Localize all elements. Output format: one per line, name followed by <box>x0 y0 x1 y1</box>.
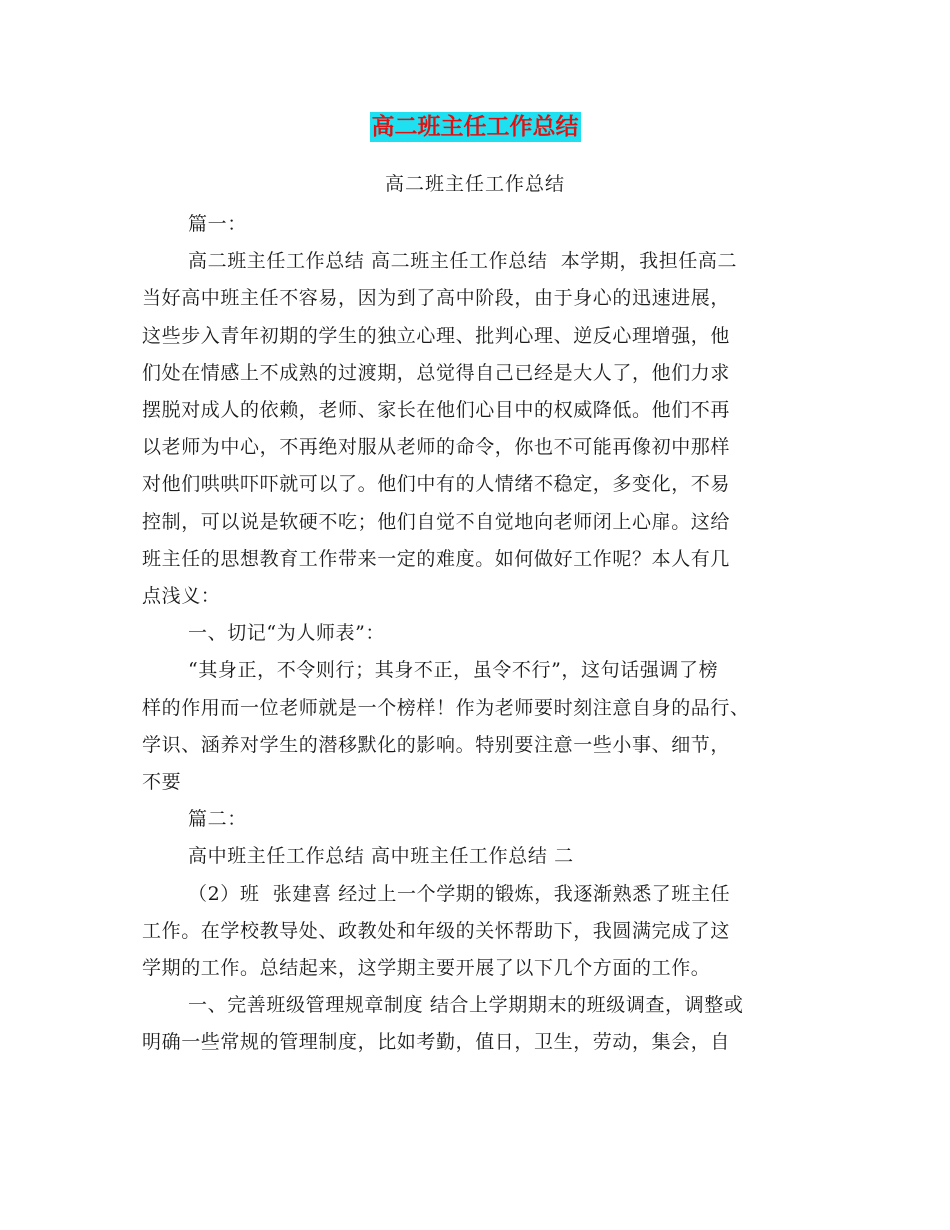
text-line: 摆脱对成人的依赖，老师、家长在他们心目中的权威降低。他们不再 <box>142 399 731 422</box>
text-line: 篇二： <box>188 808 247 831</box>
text-line: 这些步入青年初期的学生的独立心理、批判心理、逆反心理增强，他 <box>142 324 731 347</box>
document-title: 高二班主任工作总结 <box>371 114 579 140</box>
text-line: 当好高中班主任不容易，因为到了高中阶段，由于身心的迅速进展， <box>142 287 731 310</box>
text-line: 明确一些常规的管理制度，比如考勤，值日，卫生，劳动，集会，自 <box>142 1031 731 1054</box>
text-line: 学识、涵养对学生的潜移默化的影响。特别要注意一些小事、细节， <box>142 733 731 756</box>
text-line: 以老师为中心，不再绝对服从老师的命令，你也不可能再像初中那样 <box>142 436 731 459</box>
text-line: 控制，可以说是软硬不吃；他们自觉不自觉地向老师闭上心扉。这给 <box>142 510 731 533</box>
text-line: “其身正，不令则行；其身不正，虽令不行”，这句话强调了榜 <box>188 659 719 682</box>
text-line: （2）班 张建喜 经过上一个学期的锻炼，我逐渐熟悉了班主任 <box>188 882 731 905</box>
text-line: 班主任的思想教育工作带来一定的难度。如何做好工作呢？本人有几 <box>142 547 731 570</box>
text-line: 工作。在学校教导处、政教处和年级的关怀帮助下，我圆满完成了这 <box>142 919 731 942</box>
text-line: 点浅义： <box>142 585 221 608</box>
text-line: 样的作用而一位老师就是一个榜样！作为老师要时刻注意自身的品行、 <box>142 696 750 719</box>
text-line: 一、切记“为人师表”： <box>188 622 386 645</box>
text-line: 们处在情感上不成熟的过渡期，总觉得自己已经是大人了，他们力求 <box>142 361 731 384</box>
text-line: 学期的工作。总结起来，这学期主要开展了以下几个方面的工作。 <box>142 957 711 980</box>
text-line: 高二班主任工作总结 高二班主任工作总结 本学期，我担任高二 <box>188 250 738 273</box>
text-line: 篇一： <box>188 213 247 235</box>
document-subtitle: 高二班主任工作总结 <box>384 173 565 195</box>
text-line: 高中班主任工作总结 高中班主任工作总结 二 <box>188 845 574 868</box>
document-body <box>142 206 810 1062</box>
text-line: 一、完善班级管理规章制度 结合上学期期末的班级调查，调整或 <box>188 994 744 1017</box>
title-wrap <box>0 112 950 142</box>
text-line: 不要 <box>142 771 182 794</box>
text-line: 对他们哄哄吓吓就可以了。他们中有的人情绪不稳定，多变化，不易 <box>142 473 731 496</box>
